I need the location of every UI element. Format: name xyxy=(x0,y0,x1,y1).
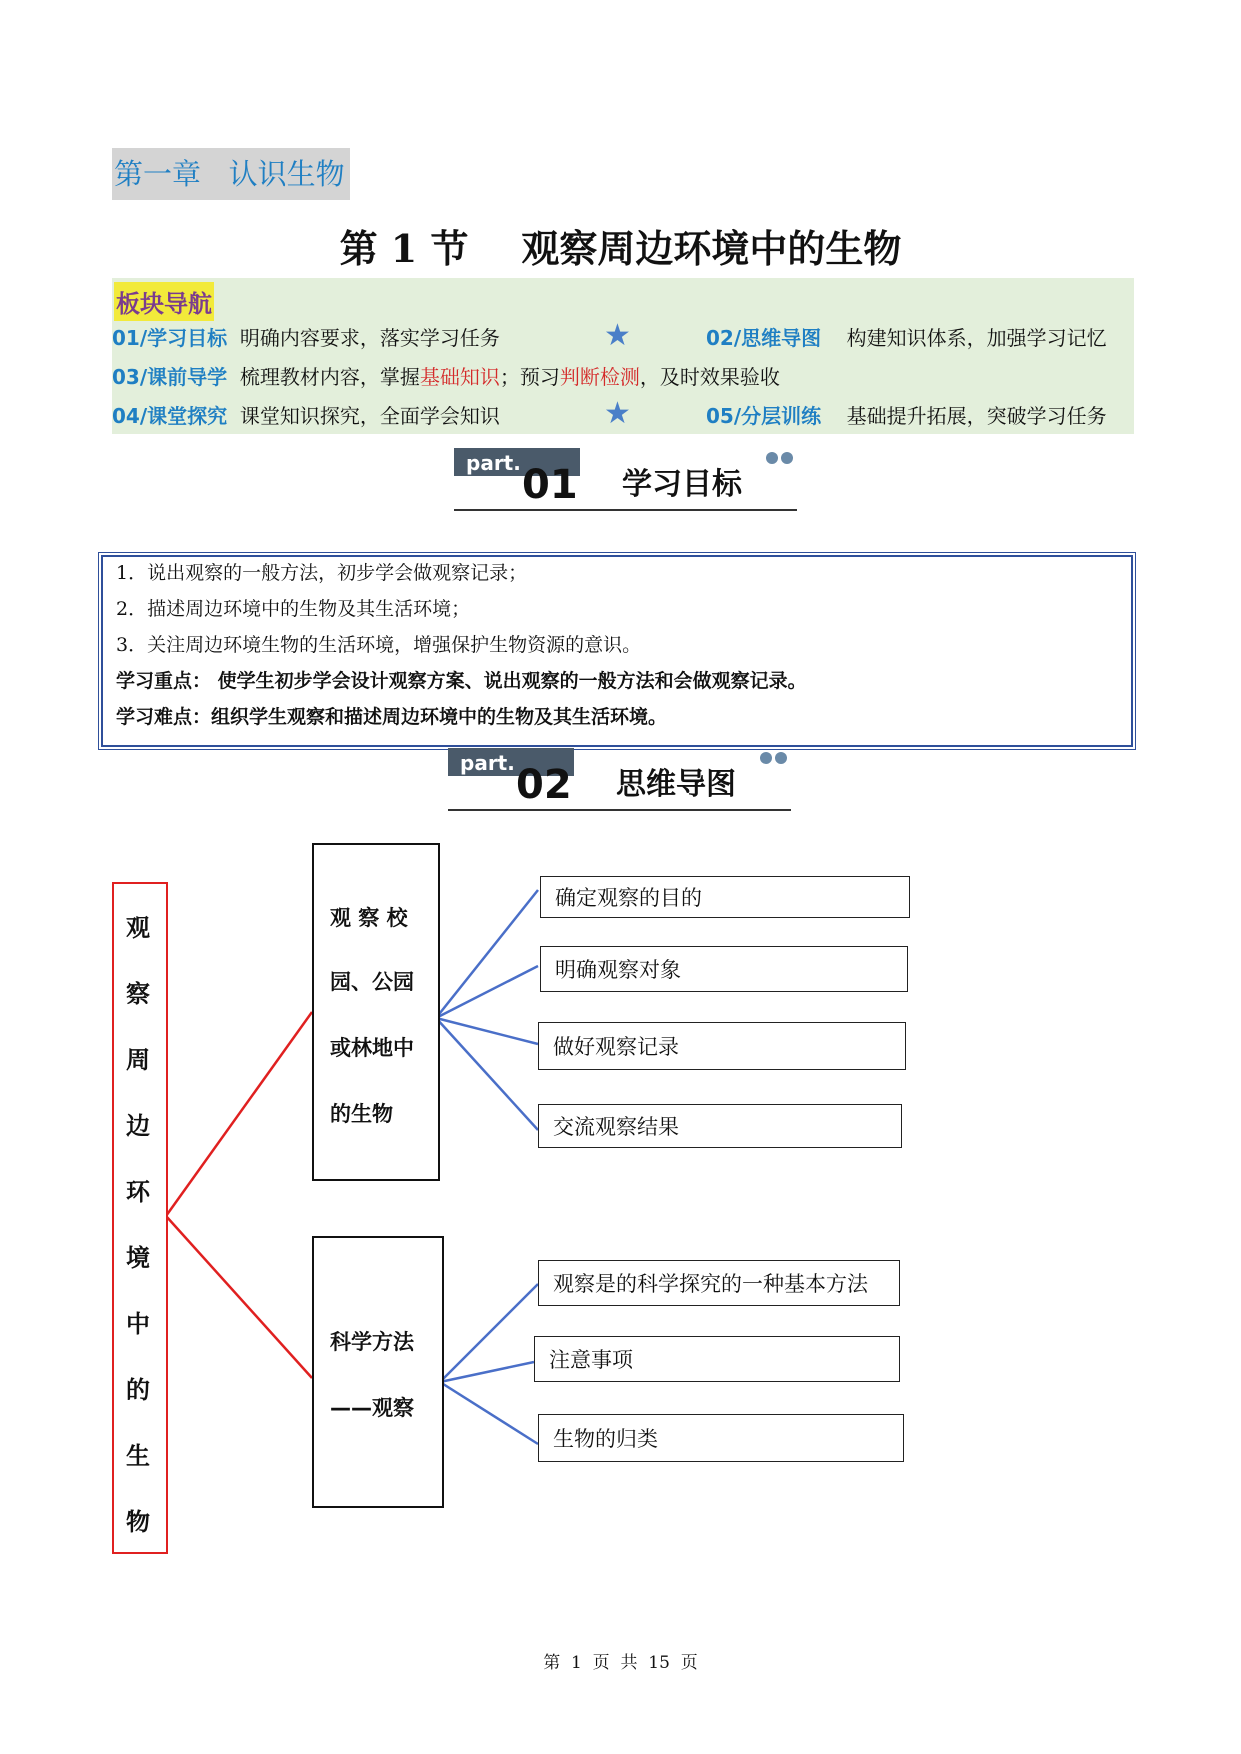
mindmap-branch-1 xyxy=(312,843,440,1181)
objective-item: 3．关注周边环境生物的生活环境，增强保护生物资源的意识。 xyxy=(116,634,642,656)
branch-connector xyxy=(436,966,538,1018)
branch-connector xyxy=(440,1382,538,1444)
root-char: 境 xyxy=(126,1244,150,1272)
star-icon: ★ xyxy=(604,396,631,431)
mindmap-leaf: 做好观察记录 xyxy=(538,1022,906,1070)
nav-text: 明确内容要求，落实学习任务 xyxy=(239,326,500,350)
part-title: 学习目标 xyxy=(622,467,742,502)
root-char: 环 xyxy=(126,1178,150,1206)
part-number: 02 xyxy=(516,762,572,808)
branch-connector xyxy=(436,1018,538,1130)
branch-1-line: 的生物 xyxy=(330,1102,393,1126)
branch-2-line: 科学方法 xyxy=(330,1330,414,1354)
root-char: 周 xyxy=(126,1046,150,1074)
mindmap-branch-2 xyxy=(312,1236,444,1508)
root-connector xyxy=(166,1012,312,1216)
mindmap-leaf: 交流观察结果 xyxy=(538,1104,902,1148)
objective-item: 2．描述周边环境中的生物及其生活环境； xyxy=(116,598,471,620)
mindmap-leaf: 生物的归类 xyxy=(538,1414,904,1462)
nav-code: 03/课前导学 xyxy=(112,365,228,389)
nav-code: 05/分层训练 xyxy=(706,404,822,428)
root-char: 物 xyxy=(126,1508,150,1536)
section-title: 第 1 节 观察周边环境中的生物 xyxy=(339,226,902,271)
nav-highlight: 判断检测 xyxy=(559,365,640,389)
key-point: 学习重点： 使学生初步学会设计观察方案、说出观察的一般方法和会做观察记录。 xyxy=(116,670,807,692)
nav-heading: 板块导航 xyxy=(114,282,214,321)
mindmap-leaf: 观察是的科学探究的一种基本方法 xyxy=(538,1260,900,1306)
objective-item: 1．说出观察的一般方法，初步学会做观察记录； xyxy=(116,562,528,584)
chapter-title: 第一章 认识生物 xyxy=(112,148,350,200)
mindmap-leaf: 明确观察对象 xyxy=(540,946,908,992)
branch-1-line: 园、公园 xyxy=(330,970,414,994)
star-icon: ★ xyxy=(604,318,631,353)
root-char: 察 xyxy=(126,980,150,1008)
nav-text: ，及时效果验收 xyxy=(639,365,780,389)
branch-1-line: 或林地中 xyxy=(330,1036,414,1060)
nav-code: 02/思维导图 xyxy=(706,326,822,350)
part-number: 01 xyxy=(522,462,578,508)
nav-code: 04/课堂探究 xyxy=(112,404,228,428)
mindmap-leaf: 注意事项 xyxy=(534,1336,900,1382)
branch-connector xyxy=(436,890,538,1018)
root-char: 边 xyxy=(126,1112,150,1140)
branch-connector xyxy=(440,1284,538,1382)
page-footer: 第 1 页 共 15 页 xyxy=(543,1653,698,1673)
branch-connector xyxy=(440,1362,534,1382)
root-connector xyxy=(166,1216,312,1378)
nav-code: 01/学习目标 xyxy=(112,326,228,350)
nav-text: 梳理教材内容，掌握 xyxy=(239,365,420,389)
branch-1-line: 观 察 校 xyxy=(330,906,408,930)
difficulty: 学习难点：组织学生观察和描述周边环境中的生物及其生活环境。 xyxy=(116,706,668,728)
nav-text: 课堂知识探究，全面学会知识 xyxy=(239,404,500,428)
part-title: 思维导图 xyxy=(616,767,736,802)
branch-connector xyxy=(436,1018,538,1044)
nav-text: ；预习 xyxy=(499,365,560,389)
nav-text: 构建知识体系，加强学习记忆 xyxy=(846,326,1107,350)
branch-2-line: ——观察 xyxy=(330,1396,414,1420)
nav-text: 基础提升拓展，突破学习任务 xyxy=(846,404,1107,428)
part-label: part. xyxy=(460,751,515,775)
nav-highlight: 基础知识 xyxy=(419,365,500,389)
part-label: part. xyxy=(466,451,521,475)
mindmap-leaf: 确定观察的目的 xyxy=(540,876,910,918)
root-char: 中 xyxy=(126,1310,150,1338)
root-char: 的 xyxy=(126,1376,150,1404)
root-char: 生 xyxy=(126,1442,150,1470)
root-char: 观 xyxy=(126,914,150,942)
